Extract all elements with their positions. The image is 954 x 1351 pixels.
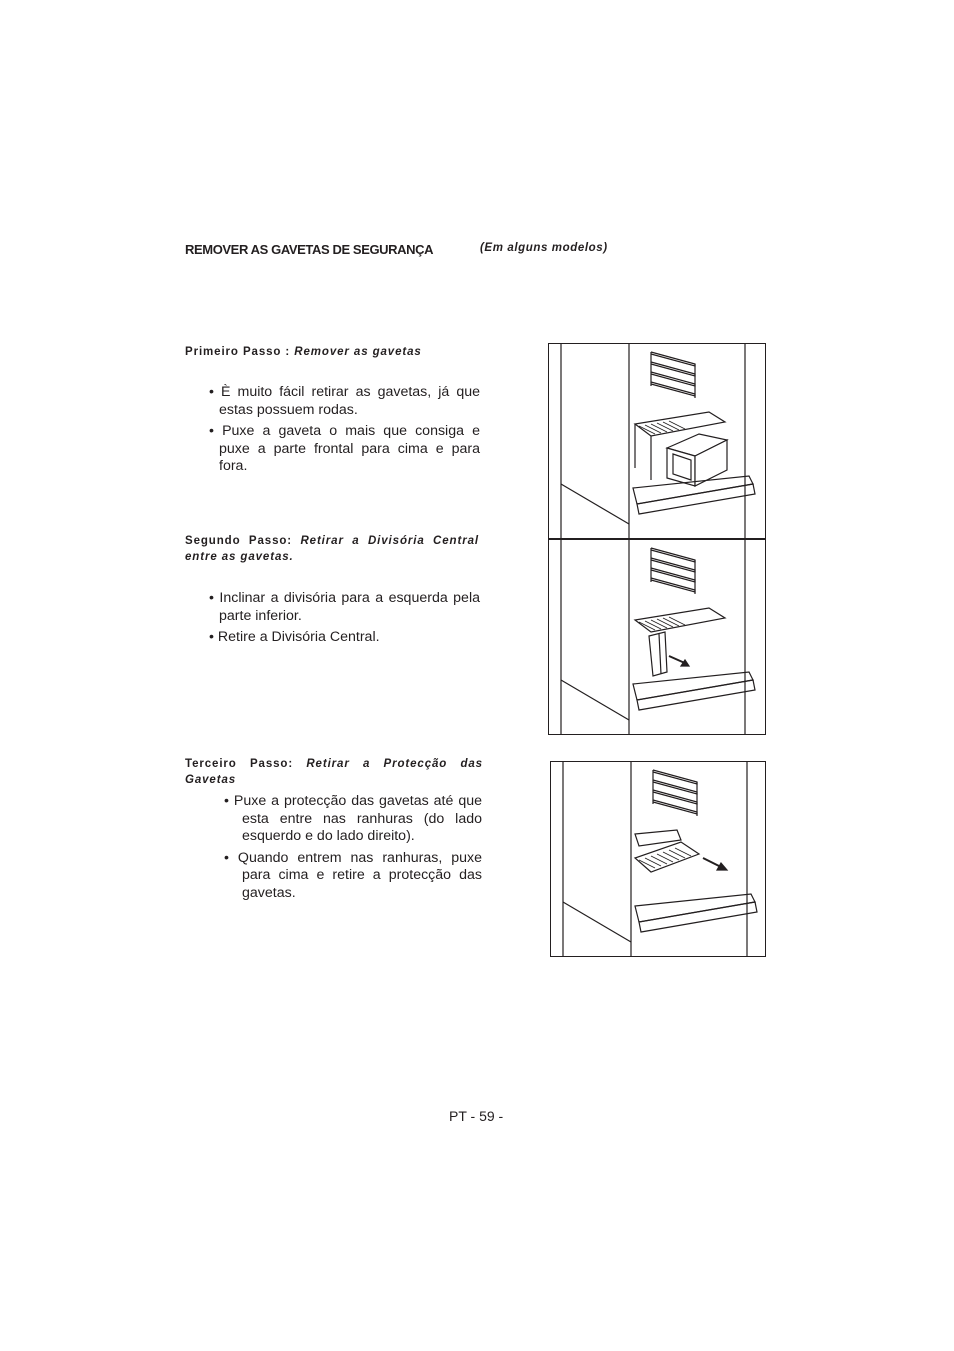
shelf-rails-icon [651, 352, 695, 398]
step-3-bullets [224, 793, 482, 906]
step-3-title: Retirar a Protecção das Gavetas [185, 758, 483, 786]
step-3-bullet-2: • Quando entrem nas ranhuras, puxe para cima e retire a protecção das gavetas. [224, 849, 482, 901]
step-1-title: Remover as gavetas [294, 346, 422, 358]
page-number: PT - 59 - [449, 1108, 504, 1124]
step-1-label: Primeiro Passo : [185, 346, 291, 358]
shelf-rails-icon [651, 548, 695, 594]
figure-remove-drawer [548, 343, 766, 539]
step-3-heading [185, 757, 483, 788]
figure-drawer-cover [550, 761, 766, 957]
arrow-icon [703, 858, 727, 870]
step-2-bullet-1: • Inclinar a divisória para a esquerda pela parte inferior. [209, 590, 480, 624]
step-2-bullet-2: • Retire a Divisória Central. [209, 629, 380, 645]
step-1-bullets [209, 384, 480, 480]
step-3-bullet-1: • Puxe a protecção das gavetas até que esta entre nas ranhuras (do lado esquerdo e do lado direito). [224, 793, 482, 844]
step-1-bullet-2: • Puxe a gaveta o mais que consiga e puxe a parte frontal para cima e para fora. [209, 423, 480, 474]
arrow-icon [669, 656, 689, 666]
section-note: (Em alguns modelos) [480, 242, 608, 254]
shelf-rails-icon [653, 770, 697, 816]
figure-central-divider [548, 539, 766, 735]
step-2-label: Segundo Passo: [185, 535, 293, 547]
step-2-title: Retirar a Divisória Central entre as gavetas. [185, 535, 479, 563]
step-2-bullets [209, 590, 480, 651]
step-2-heading [185, 534, 479, 565]
step-3-label: Terceiro Passo: [185, 758, 294, 770]
step-1-heading [185, 345, 485, 361]
section-title: REMOVER AS GAVETAS DE SEGURANÇA [185, 242, 434, 257]
step-1-bullet-1: • È muito fácil retirar as gavetas, já que estas possuem rodas. [209, 384, 480, 418]
